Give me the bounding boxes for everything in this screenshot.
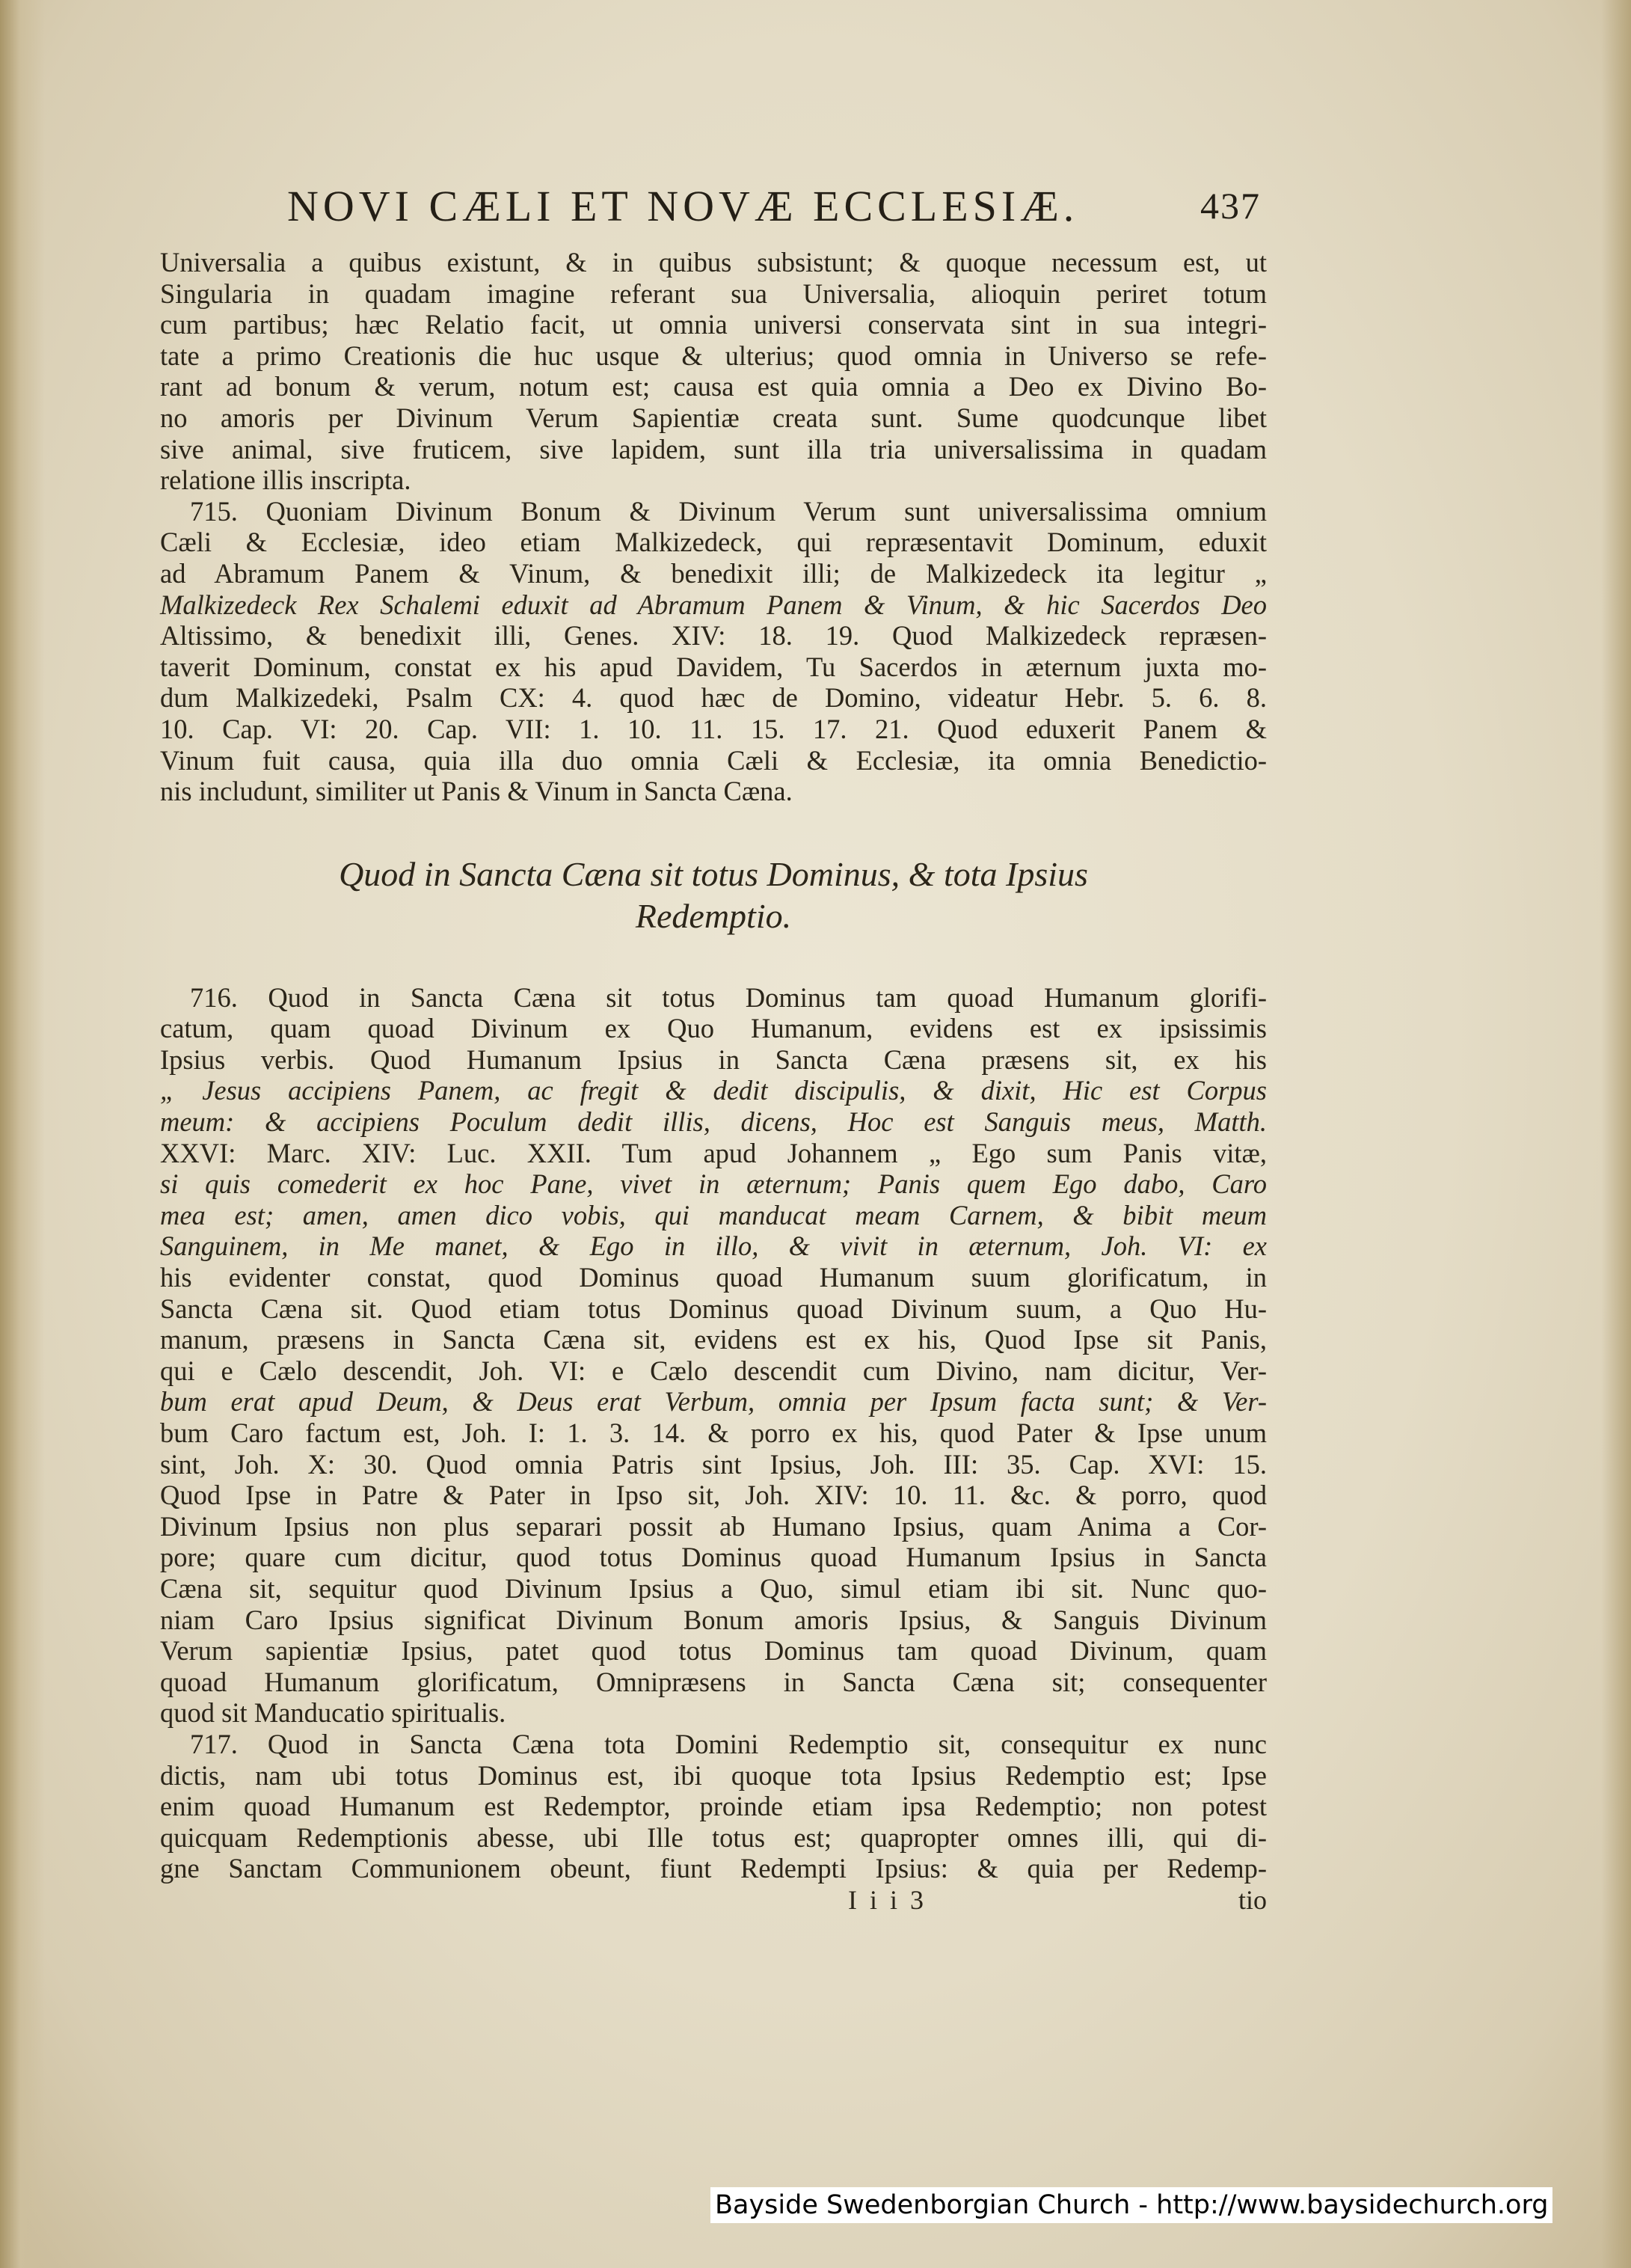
text-line: Quod Ipse in Patre & Pater in Ipso sit, Joh. XIV: 10. 11. &c. & porro, quod (160, 1480, 1267, 1511)
text-line: „ Jesus accipiens Panem, ac fregit & dedit discipulis, & dixit, Hic est Corpus (160, 1075, 1267, 1106)
page-number: 437 (1200, 185, 1261, 227)
text-line: Ipsius verbis. Quod Humanum Ipsius in Sancta Cæna præsens sit, ex his (160, 1043, 1267, 1075)
text-line: mea est; amen, amen dico vobis, qui manducat meam Carnem, & bibit meum (160, 1199, 1267, 1230)
text-line: tate a primo Creationis die huc usque & ulterius; quod omnia in Universo se refe- (160, 340, 1267, 371)
section-heading-line: Redemptio. (635, 896, 792, 935)
text-line: quod sit Manducatio spiritualis. (160, 1697, 506, 1729)
text-line: XXVI: Marc. XIV: Luc. XXII. Tum apud Johannem „ Ego sum Panis vitæ, (160, 1137, 1267, 1168)
text-line: cum partibus; hæc Relatio facit, ut omnia universi conservata sint in sua integri- (160, 309, 1267, 340)
text-line: niam Caro Ipsius significat Divinum Bonum amoris Ipsius, & Sanguis Divinum (160, 1604, 1267, 1635)
text-line: taverit Dominum, constat ex his apud Davidem, Tu Sacerdos in æternum juxta mo- (160, 651, 1267, 682)
text-line: 716. Quod in Sancta Cæna sit totus Dominus tam quoad Humanum glorifi- (190, 981, 1267, 1013)
text-line: Altissimo, & benedixit illi, Genes. XIV: 18. 19. Quod Malkizedeck repræsen- (160, 620, 1267, 652)
text-line: 715. Quoniam Divinum Bonum & Divinum Verum sunt universalissima omnium (190, 495, 1267, 527)
running-head (160, 172, 1267, 247)
catchword: tio (1238, 1884, 1267, 1915)
text-line: sive animal, sive fruticem, sive lapidem, sunt illa tria universalissima in quadam (160, 433, 1267, 465)
text-line: Singularia in quadam imagine referant sua Universalia, alioquin periret totum (160, 278, 1267, 309)
source-watermark: Bayside Swedenborgian Church - http://www.baysidechurch.org (710, 2187, 1552, 2223)
text-line: meum: & accipiens Poculum dedit illis, dicens, Hoc est Sanguis meus, Matth. (160, 1106, 1267, 1138)
page-edge-shadow (1601, 0, 1631, 2268)
section-heading-line: Quod in Sancta Cæna sit totus Dominus, & tota Ipsius (339, 854, 1088, 893)
text-line: dictis, nam ubi totus Dominus est, ibi quoque tota Ipsius Redemptio est; Ipse (160, 1759, 1267, 1791)
text-line: Verum sapientiæ Ipsius, patet quod totus Dominus tam quoad Divinum, quam (160, 1635, 1267, 1667)
page-footer (160, 1884, 1267, 1917)
page-binding-shadow (0, 0, 45, 2268)
text-line: catum, quam quoad Divinum ex Quo Humanum, evidens est ex ipsissimis (160, 1013, 1267, 1044)
page-content (160, 172, 1267, 1917)
running-head-title: NOVI CÆLI ET NOVÆ ECCLESIÆ. (287, 182, 1079, 230)
text-line: Vinum fuit causa, quia illa duo omnia Cæli & Ecclesiæ, ita omnia Benedictio- (160, 744, 1267, 776)
text-line: dum Malkizedeki, Psalm CX: 4. quod hæc de Domino, videatur Hebr. 5. 6. 8. (160, 682, 1267, 714)
text-line: enim quoad Humanum est Redemptor, proinde etiam ipsa Redemptio; non potest (160, 1791, 1267, 1822)
section-heading (160, 853, 1267, 937)
text-line: Malkizedeck Rex Schalemi eduxit ad Abramum Panem & Vinum, & hic Sacerdos Deo (160, 589, 1267, 620)
text-line: ad Abramum Panem & Vinum, & benedixit illi; de Malkizedeck ita legitur „ (160, 557, 1267, 589)
paragraph-716 (160, 982, 1267, 1729)
text-line: his evidenter constat, quod Dominus quoad Humanum suum glorificatum, in (160, 1262, 1267, 1293)
text-line: quoad Humanum glorificatum, Omnipræsens in Sancta Cæna sit; consequenter (160, 1666, 1267, 1697)
text-line: Universalia a quibus existunt, & in quibus subsistunt; & quoque necessum est, ut (160, 247, 1267, 278)
text-line: bum Caro factum est, Joh. I: 1. 3. 14. & porro ex his, quod Pater & Ipse unum (160, 1418, 1267, 1448)
text-line: 10. Cap. VI: 20. Cap. VII: 1. 10. 11. 15. 17. 21. Quod eduxerit Panem & (160, 713, 1267, 744)
text-line: manum, præsens in Sancta Cæna sit, evidens est ex his, Quod Ipse sit Panis, (160, 1324, 1267, 1355)
text-line: Cæli & Ecclesiæ, ideo etiam Malkizedeck, qui repræsentavit Dominum, eduxit (160, 527, 1267, 558)
text-line: nis includunt, similiter ut Panis & Vinum in Sancta Cæna. (160, 776, 793, 807)
text-line: gne Sanctam Communionem obeunt, fiunt Redempti Ipsius: & quia per Redemp- (160, 1853, 1267, 1884)
text-line: no amoris per Divinum Verum Sapientiæ creata sunt. Sume quodcunque libet (160, 402, 1267, 433)
signature-mark: I i i 3 (848, 1884, 927, 1915)
text-line: rant ad bonum & verum, notum est; causa est quia omnia a Deo ex Divino Bo- (160, 371, 1267, 402)
text-line: si quis comederit ex hoc Pane, vivet in æternum; Panis quem Ego dabo, Caro (160, 1168, 1267, 1200)
text-line: qui e Cælo descendit, Joh. VI: e Cælo descendit cum Divino, nam dicitur, Ver- (160, 1355, 1267, 1386)
text-line: pore; quare cum dicitur, quod totus Dominus quoad Humanum Ipsius in Sancta (160, 1542, 1267, 1573)
text-line: quicquam Redemptionis abesse, ubi Ille totus est; quapropter omnes illi, qui di- (160, 1821, 1267, 1853)
text-line: Divinum Ipsius non plus separari possit ab Humano Ipsius, quam Anima a Cor- (160, 1510, 1267, 1542)
paragraph-717 (160, 1729, 1267, 1884)
text-line: Sancta Cæna sit. Quod etiam totus Dominus quoad Divinum suum, a Quo Hu- (160, 1293, 1267, 1324)
text-line: relatione illis inscripta. (160, 465, 411, 496)
text-line: Sanguinem, in Me manet, & Ego in illo, & vivit in æternum, Joh. VI: ex (160, 1230, 1267, 1262)
text-line: bum erat apud Deum, & Deus erat Verbum, omnia per Ipsum facta sunt; & Ver- (160, 1386, 1267, 1418)
text-line: sint, Joh. X: 30. Quod omnia Patris sint Ipsius, Joh. III: 35. Cap. XVI: 15. (160, 1448, 1267, 1480)
text-line: 717. Quod in Sancta Cæna tota Domini Redemptio sit, consequitur ex nunc (190, 1728, 1267, 1759)
text-line: Cæna sit, sequitur quod Divinum Ipsius a Quo, simul etiam ibi sit. Nunc quo- (160, 1572, 1267, 1604)
paragraph-continued (160, 247, 1267, 496)
paragraph-715 (160, 496, 1267, 807)
